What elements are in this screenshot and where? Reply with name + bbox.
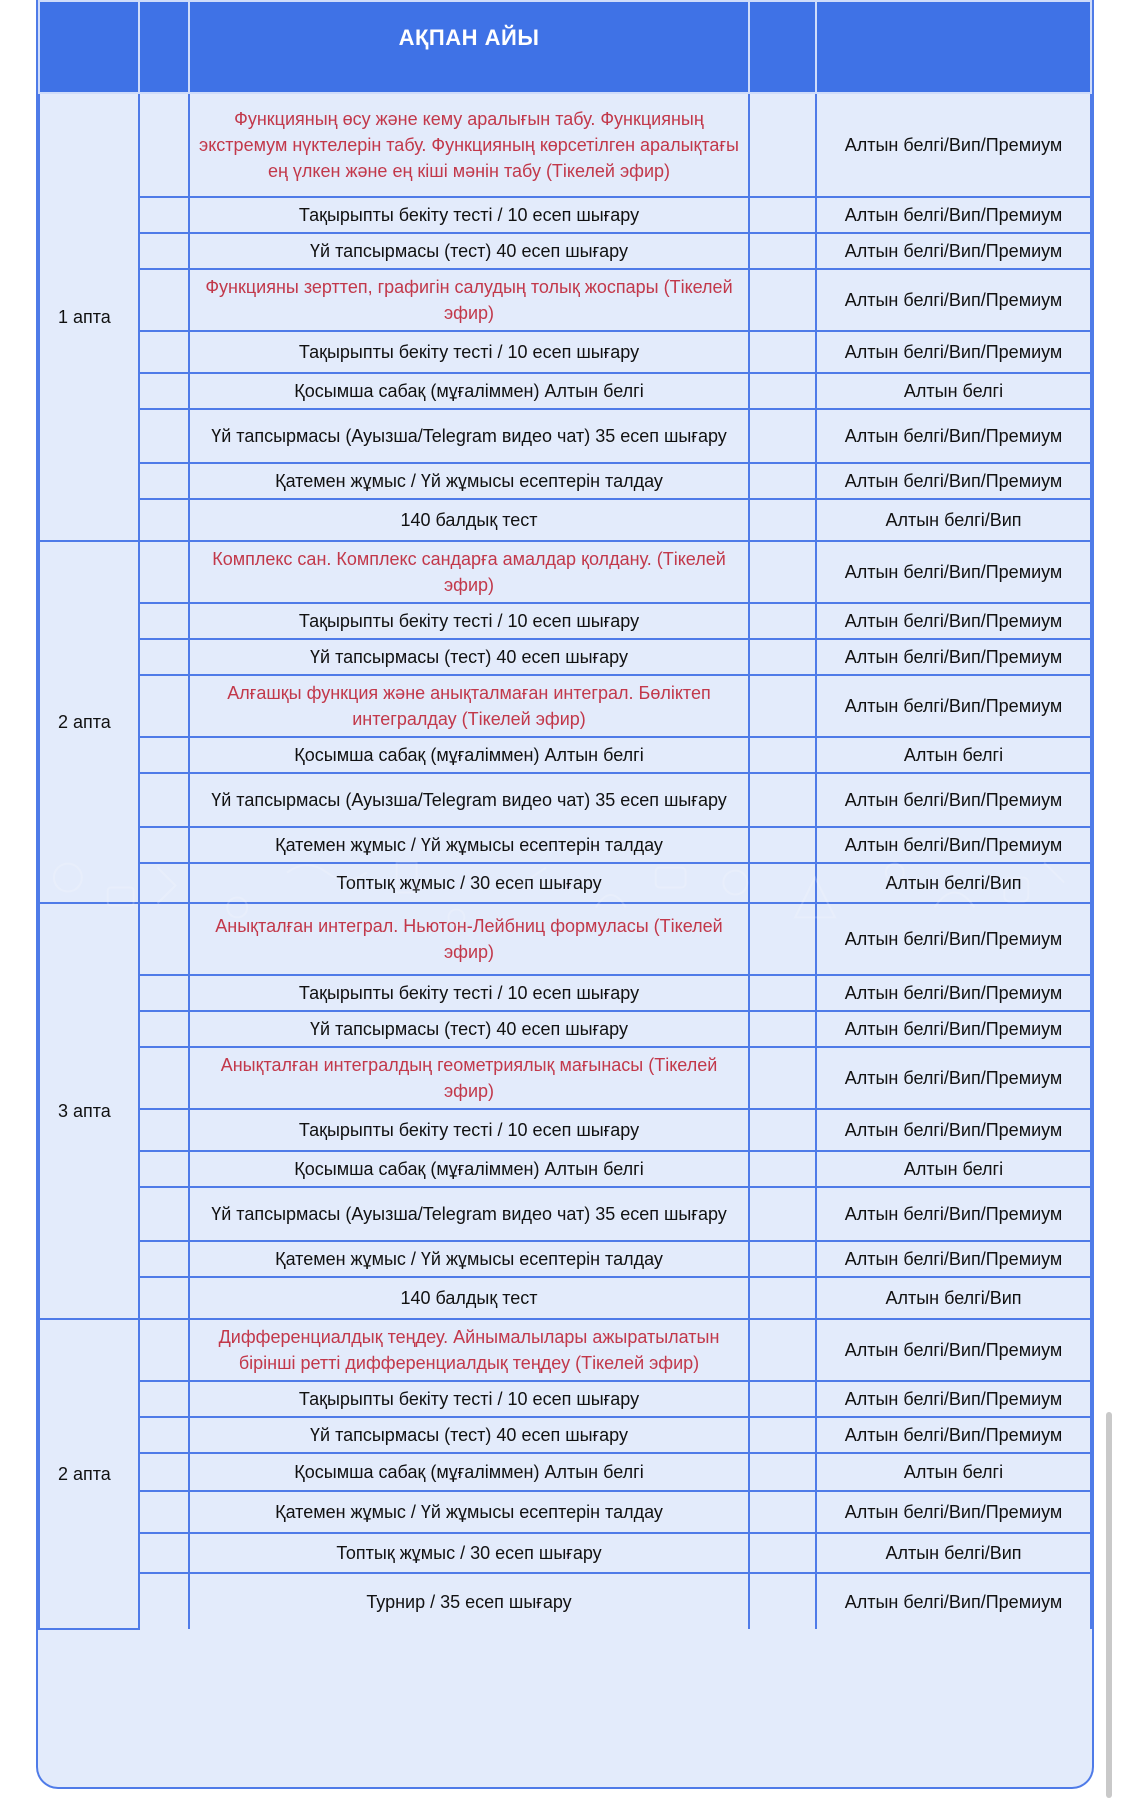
blank-cell [749,1277,816,1319]
table-row [39,409,1091,463]
blank-cell [139,1109,189,1151]
lesson-text: Тақырыпты бекіту тесті / 10 есеп шығару [189,603,749,639]
blank-cell [139,1187,189,1241]
table-row [39,1187,1091,1241]
blank-cell [139,331,189,373]
plan-cell: Алтын белгі/Вип/Премиум [816,1187,1091,1241]
plan-cell: Алтын белгі/Вип/Премиум [816,541,1091,603]
blank-cell [749,1109,816,1151]
blank-cell [749,1047,816,1109]
week-label: 2 апта [39,1319,139,1629]
plan-cell: Алтын белгі/Вип [816,499,1091,541]
header-cell-blank [139,1,189,93]
plan-cell: Алтын белгі/Вип [816,1533,1091,1573]
lesson-live-text: Функцияның өсу және кему аралығын табу. Функцияның экстремум нүктелерін табу. Функцияның көрсетілген аралықтағы ең үлкен және ең кіші мәнін табу (Тікелей эфир) [189,93,749,197]
blank-cell [749,1381,816,1417]
blank-cell [139,903,189,975]
plan-cell: Алтын белгі/Вип/Премиум [816,639,1091,675]
plan-cell: Алтын белгі/Вип/Премиум [816,827,1091,863]
lesson-text: Қосымша сабақ (мұғаліммен) Алтын белгі [189,1453,749,1491]
table-row [39,1573,1091,1629]
blank-cell [749,773,816,827]
blank-cell [749,827,816,863]
blank-cell [749,499,816,541]
plan-cell: Алтын белгі/Вип/Премиум [816,1573,1091,1629]
blank-cell [749,1573,816,1629]
blank-cell [749,1491,816,1533]
blank-cell [139,93,189,197]
blank-cell [749,737,816,773]
blank-cell [139,1381,189,1417]
plan-cell: Алтын белгі/Вип/Премиум [816,269,1091,331]
blank-cell [139,1277,189,1319]
table-row [39,863,1091,903]
blank-cell [749,409,816,463]
blank-cell [749,541,816,603]
table-row [39,975,1091,1011]
plan-cell: Алтын белгі/Вип/Премиум [816,331,1091,373]
table-row [39,1241,1091,1277]
lesson-text: Қосымша сабақ (мұғаліммен) Алтын белгі [189,737,749,773]
week-label: 1 апта [39,93,139,541]
blank-cell [139,373,189,409]
table-row [39,331,1091,373]
blank-cell [749,1533,816,1573]
plan-cell: Алтын белгі/Вип/Премиум [816,903,1091,975]
table-row [39,737,1091,773]
blank-cell [139,197,189,233]
blank-cell [139,639,189,675]
lesson-text: Үй тапсырмасы (Ауызша/Telegram видео чат) 35 есеп шығару [189,1187,749,1241]
lesson-text: Қатемен жұмыс / Үй жұмысы есептерін талдау [189,463,749,499]
blank-cell [139,773,189,827]
blank-cell [139,269,189,331]
lesson-text: Тақырыпты бекіту тесті / 10 есеп шығару [189,975,749,1011]
blank-cell [139,863,189,903]
plan-cell: Алтын белгі/Вип/Премиум [816,1109,1091,1151]
header-cell-blank [749,1,816,93]
plan-cell: Алтын белгі/Вип/Премиум [816,773,1091,827]
lesson-text: Үй тапсырмасы (Ауызша/Telegram видео чат) 35 есеп шығару [189,773,749,827]
plan-cell: Алтын белгі/Вип/Премиум [816,463,1091,499]
blank-cell [139,1151,189,1187]
plan-cell: Алтын белгі/Вип [816,863,1091,903]
plan-cell: Алтын белгі [816,373,1091,409]
blank-cell [139,499,189,541]
blank-cell [139,409,189,463]
plan-cell: Алтын белгі/Вип/Премиум [816,1417,1091,1453]
blank-cell [139,1011,189,1047]
lesson-text: Турнир / 35 есеп шығару [189,1573,749,1629]
table-row [39,1277,1091,1319]
table-row [39,1491,1091,1533]
table-row [39,1151,1091,1187]
scrollbar[interactable] [1106,1412,1112,1798]
week-label: 3 апта [39,903,139,1319]
table-row [39,603,1091,639]
blank-cell [139,603,189,639]
table-row [39,773,1091,827]
table-row [39,1109,1091,1151]
plan-cell: Алтын белгі/Вип/Премиум [816,1491,1091,1533]
blank-cell [139,675,189,737]
blank-cell [749,93,816,197]
plan-cell: Алтын белгі/Вип/Премиум [816,409,1091,463]
blank-cell [139,463,189,499]
table-row [39,903,1091,975]
blank-cell [749,1453,816,1491]
table-row [39,233,1091,269]
header-title: АҚПАН АЙЫ [189,1,749,93]
blank-cell [749,373,816,409]
plan-cell: Алтын белгі/Вип/Премиум [816,1047,1091,1109]
plan-cell: Алтын белгі/Вип/Премиум [816,197,1091,233]
plan-cell: Алтын белгі/Вип/Премиум [816,1319,1091,1381]
lesson-text: Қатемен жұмыс / Үй жұмысы есептерін талдау [189,1491,749,1533]
lesson-text: Қатемен жұмыс / Үй жұмысы есептерін талдау [189,827,749,863]
blank-cell [139,1417,189,1453]
blank-cell [139,1573,189,1629]
lesson-text: Қосымша сабақ (мұғаліммен) Алтын белгі [189,1151,749,1187]
table-row [39,1417,1091,1453]
schedule-table [38,0,1092,1630]
lesson-live-text: Функцияны зерттеп, графигін салудың толық жоспары (Тікелей эфир) [189,269,749,331]
plan-cell: Алтын белгі [816,1453,1091,1491]
blank-cell [139,1533,189,1573]
table-header-row [39,1,1091,93]
table-row [39,639,1091,675]
blank-cell [749,863,816,903]
blank-cell [749,1151,816,1187]
plan-cell: Алтын белгі/Вип/Премиум [816,675,1091,737]
lesson-text: Қатемен жұмыс / Үй жұмысы есептерін талдау [189,1241,749,1277]
table-row [39,1533,1091,1573]
plan-cell: Алтын белгі/Вип/Премиум [816,1011,1091,1047]
table-row [39,1453,1091,1491]
blank-cell [749,639,816,675]
table-row [39,93,1091,197]
lesson-text: Тақырыпты бекіту тесті / 10 есеп шығару [189,1381,749,1417]
table-row [39,1319,1091,1381]
blank-cell [749,463,816,499]
lesson-text: Үй тапсырмасы (тест) 40 есеп шығару [189,1011,749,1047]
blank-cell [749,197,816,233]
header-cell-plan [816,1,1091,93]
header-cell-week [39,1,139,93]
lesson-text: Топтық жұмыс / 30 есеп шығару [189,1533,749,1573]
lesson-text: Үй тапсырмасы (Ауызша/Telegram видео чат) 35 есеп шығару [189,409,749,463]
plan-cell: Алтын белгі/Вип/Премиум [816,93,1091,197]
blank-cell [749,1417,816,1453]
blank-cell [749,233,816,269]
lesson-text: Үй тапсырмасы (тест) 40 есеп шығару [189,1417,749,1453]
blank-cell [139,1047,189,1109]
lesson-text: 140 балдық тест [189,1277,749,1319]
plan-cell: Алтын белгі/Вип/Премиум [816,603,1091,639]
table-row [39,1011,1091,1047]
lesson-text: Қосымша сабақ (мұғаліммен) Алтын белгі [189,373,749,409]
lesson-text: Тақырыпты бекіту тесті / 10 есеп шығару [189,1109,749,1151]
table-row [39,373,1091,409]
lesson-live-text: Комплекс сан. Комплекс сандарға амалдар қолдану. (Тікелей эфир) [189,541,749,603]
lesson-text: Топтық жұмыс / 30 есеп шығару [189,863,749,903]
blank-cell [139,1241,189,1277]
lesson-live-text: Анықталған интегралдың геометриялық мағынасы (Тікелей эфир) [189,1047,749,1109]
blank-cell [749,1187,816,1241]
table-row [39,197,1091,233]
blank-cell [749,903,816,975]
table-row [39,827,1091,863]
lesson-text: Үй тапсырмасы (тест) 40 есеп шығару [189,233,749,269]
table-row [39,269,1091,331]
blank-cell [749,975,816,1011]
plan-cell: Алтын белгі/Вип/Премиум [816,233,1091,269]
lesson-text: Тақырыпты бекіту тесті / 10 есеп шығару [189,197,749,233]
plan-cell: Алтын белгі/Вип/Премиум [816,975,1091,1011]
lesson-text: Тақырыпты бекіту тесті / 10 есеп шығару [189,331,749,373]
blank-cell [139,1453,189,1491]
blank-cell [749,1241,816,1277]
lesson-live-text: Дифференциалдық теңдеу. Айнымалылары ажыратылатын бірінші ретті дифференциалдық теңдеу (Тікелей эфир) [189,1319,749,1381]
blank-cell [139,975,189,1011]
blank-cell [139,1319,189,1381]
blank-cell [749,269,816,331]
schedule-table-container [36,0,1094,1789]
blank-cell [749,603,816,639]
table-row [39,541,1091,603]
table-row [39,675,1091,737]
lesson-text: 140 балдық тест [189,499,749,541]
plan-cell: Алтын белгі/Вип/Премиум [816,1381,1091,1417]
lesson-live-text: Анықталған интеграл. Ньютон-Лейбниц формуласы (Тікелей эфир) [189,903,749,975]
blank-cell [139,233,189,269]
table-row [39,499,1091,541]
blank-cell [139,1491,189,1533]
plan-cell: Алтын белгі [816,737,1091,773]
plan-cell: Алтын белгі [816,1151,1091,1187]
plan-cell: Алтын белгі/Вип/Премиум [816,1241,1091,1277]
blank-cell [139,827,189,863]
plan-cell: Алтын белгі/Вип [816,1277,1091,1319]
table-row [39,1047,1091,1109]
table-row [39,1381,1091,1417]
week-label: 2 апта [39,541,139,903]
blank-cell [749,675,816,737]
blank-cell [749,331,816,373]
blank-cell [139,541,189,603]
lesson-text: Үй тапсырмасы (тест) 40 есеп шығару [189,639,749,675]
table-row [39,463,1091,499]
lesson-live-text: Алғашқы функция және анықталмаған интеграл. Бөліктеп интегралдау (Тікелей эфир) [189,675,749,737]
blank-cell [749,1319,816,1381]
blank-cell [139,737,189,773]
blank-cell [749,1011,816,1047]
